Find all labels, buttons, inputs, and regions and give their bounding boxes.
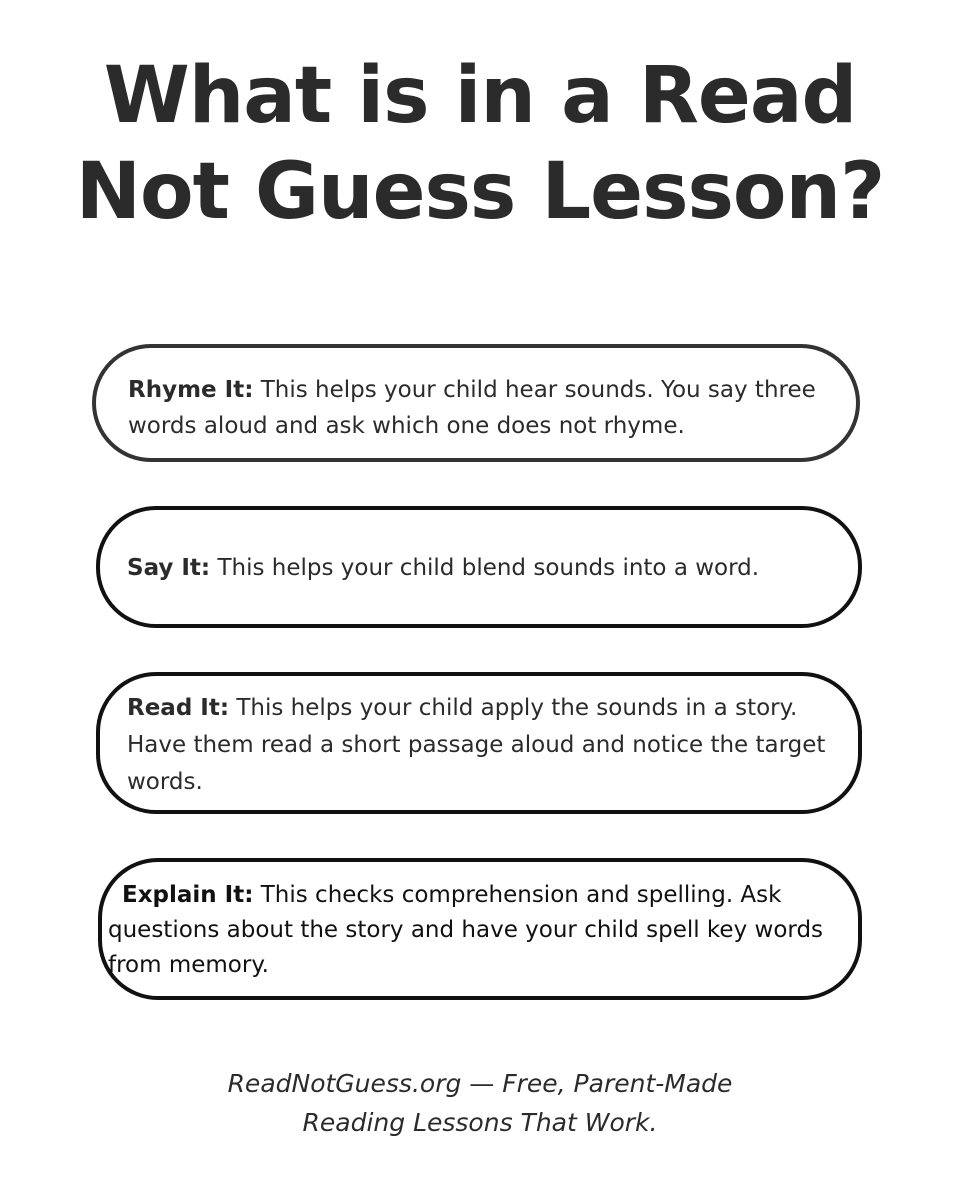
step-label: Read It: [127, 695, 230, 721]
step-read-it [96, 672, 862, 814]
step-say-it [96, 506, 862, 628]
step-label: Rhyme It: [128, 377, 254, 403]
step-description: This checks comprehension and spelling. Ask questions about the story and have your child spell key words from memory. [108, 882, 824, 978]
footer-line-1: ReadNotGuess.org — Free, Parent-Made [227, 1069, 733, 1098]
step-description: This helps your child blend sounds into a word. [210, 555, 760, 581]
step-label: Explain It: [122, 882, 254, 908]
step-rhyme-it [92, 344, 860, 462]
step-description: This helps your child apply the sounds in a story. Have them read a short passage aloud and notice the target words. [127, 695, 826, 795]
step-description: This helps your child hear sounds. You say three words aloud and ask which one does not rhyme. [128, 377, 816, 439]
footer-line-2: Reading Lessons That Work. [302, 1108, 658, 1137]
step-explain-it [98, 858, 862, 1000]
step-label: Say It: [127, 555, 211, 581]
title-line-2: Not Guess Lesson? [75, 147, 885, 237]
footer-tagline [0, 1064, 960, 1142]
page-title [0, 48, 960, 240]
title-line-1: What is in a Read [103, 51, 857, 141]
